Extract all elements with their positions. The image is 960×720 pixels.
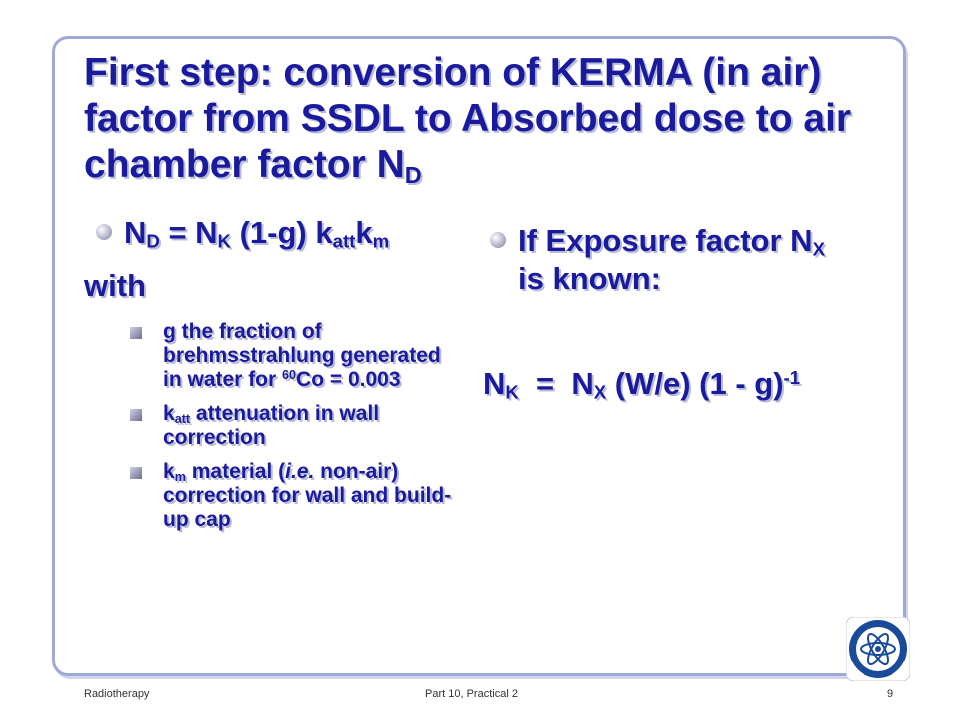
bullet-dot-icon (96, 224, 112, 240)
title-line-3 (84, 142, 884, 188)
definition-katt (130, 402, 460, 450)
definition-g (130, 320, 460, 392)
title-line-3-text: chamber factor N (84, 143, 405, 186)
def-katt-k: k (163, 402, 175, 425)
def-g-sup: 60 (282, 368, 297, 383)
formula-sub-att: att (332, 230, 356, 252)
title-subscript: D (404, 161, 422, 188)
formula-k2: k (355, 215, 373, 250)
def-km-text: non-air) correction for wall and build-up cap (163, 460, 452, 531)
nk-sup: -1 (783, 366, 801, 388)
title-line-1: First step: conversion of KERMA (in air) (84, 51, 822, 94)
def-katt-text: attenuation in wall correction (163, 402, 380, 449)
def-km-italic: i.e. (285, 460, 315, 483)
nk-n: N (483, 366, 506, 401)
square-bullet-icon (130, 409, 142, 421)
formula-eq: = N (159, 215, 218, 250)
title-line-2: factor from SSDL to Absorbed dose to air (84, 97, 852, 140)
exposure-bullet (490, 222, 898, 298)
square-bullet-icon (130, 467, 142, 479)
nk-sub-x: X (593, 381, 607, 403)
definitions-list (130, 320, 460, 542)
formula-sub-m: m (372, 230, 390, 252)
def-g-text: g the fraction of brehmsstrahlung generated in water for (163, 320, 441, 391)
nk-sub-k: K (505, 381, 519, 403)
nk-eq: = N (518, 366, 594, 401)
footer-course: Radiotherapy (84, 688, 150, 700)
iaea-logo-icon (846, 617, 910, 681)
exposure-text: If Exposure factor N (518, 223, 813, 258)
footer-part: Part 10, Practical 2 (425, 688, 518, 700)
page-number: 9 (887, 688, 894, 700)
def-g-post: Co = 0.003 (296, 368, 401, 391)
formula-sub-k: K (217, 230, 231, 252)
nk-mid: (W/e) (1 - g) (606, 366, 784, 401)
bullet-dot-icon (490, 232, 506, 248)
def-km-k: k (163, 460, 175, 483)
formula-sub-d: D (146, 230, 160, 252)
exposure-tail: is known: (518, 261, 661, 296)
def-km-sub: m (174, 470, 186, 485)
nk-formula (483, 366, 800, 402)
square-bullet-icon (130, 327, 142, 339)
slide-title (84, 50, 884, 188)
nd-formula-bullet (96, 215, 389, 251)
def-km-mid: material ( (185, 460, 286, 483)
formula-n: N (124, 215, 147, 250)
formula-mid: (1-g) k (230, 215, 333, 250)
with-label: with (84, 268, 146, 303)
exposure-sub-x: X (812, 238, 825, 260)
def-katt-sub: att (174, 412, 191, 427)
definition-km (130, 460, 460, 532)
